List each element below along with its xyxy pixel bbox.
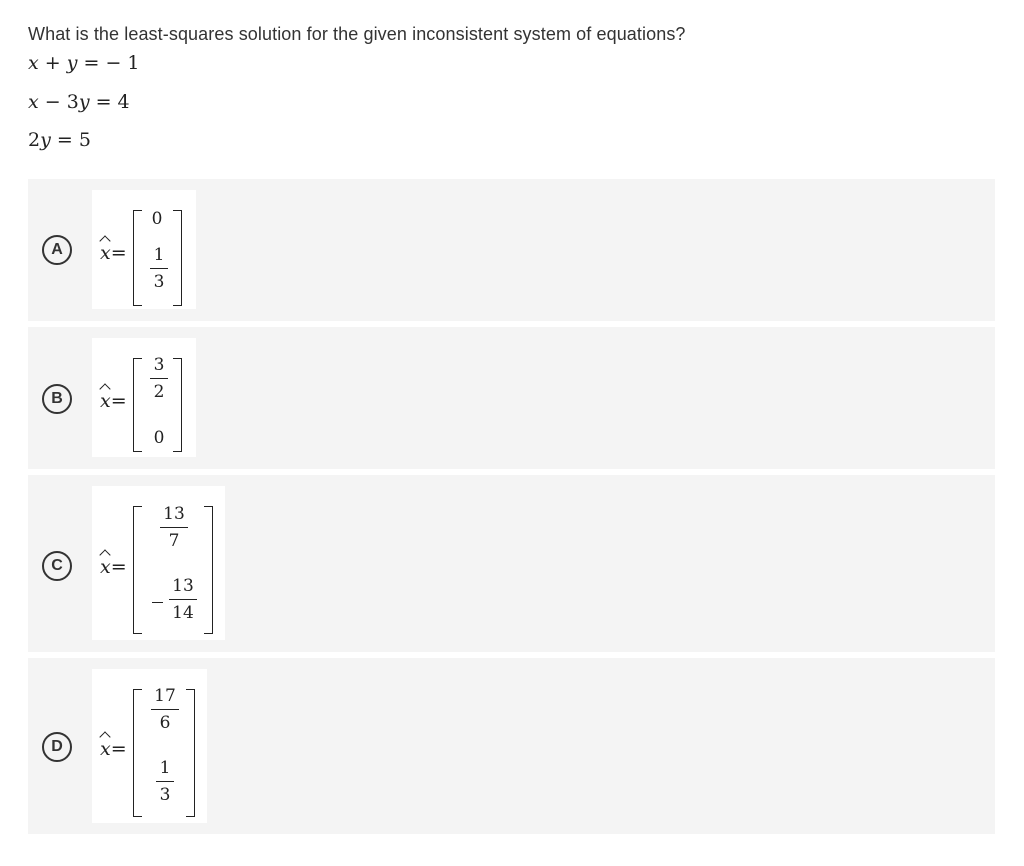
- right-bracket: [186, 689, 195, 817]
- right-bracket: [173, 210, 182, 306]
- matrix-entry-fraction: 13 14: [169, 576, 197, 623]
- matrix-entry-fraction: 1 3: [156, 758, 174, 805]
- answer-option-c[interactable]: [28, 475, 995, 652]
- matrix-entry-fraction: 1 3: [150, 245, 168, 292]
- equation-3: 2y = 5: [28, 129, 91, 151]
- answer-option-d[interactable]: [28, 658, 995, 834]
- right-bracket: [204, 506, 213, 634]
- left-bracket: [133, 689, 142, 817]
- xhat-lhs: x=: [100, 390, 127, 412]
- xhat-lhs: x=: [100, 738, 127, 760]
- equation-2: x − 3y = 4: [28, 91, 130, 113]
- option-letter-b: B: [42, 384, 72, 414]
- option-b-math: [92, 338, 196, 457]
- left-bracket: [133, 358, 142, 452]
- option-letter-d: D: [42, 732, 72, 762]
- left-bracket: [133, 506, 142, 634]
- option-letter-c: C: [42, 551, 72, 581]
- right-bracket: [173, 358, 182, 452]
- xhat-lhs: x=: [100, 242, 127, 264]
- matrix-entry-fraction: 13 7: [160, 504, 188, 551]
- equation-1: x + y = − 1: [28, 52, 140, 74]
- matrix-entry: 0: [151, 209, 163, 229]
- matrix-entry-fraction: 3 2: [150, 355, 168, 402]
- xhat-lhs: x=: [100, 556, 127, 578]
- matrix-entry-fraction: 17 6: [151, 686, 179, 733]
- option-c-math: [92, 486, 225, 640]
- option-d-math: [92, 669, 207, 823]
- left-bracket: [133, 210, 142, 306]
- question-prompt: What is the least-squares solution for the given inconsistent system of equations?: [28, 24, 686, 44]
- matrix-entry: 0: [153, 428, 165, 448]
- option-a-math: [92, 190, 196, 309]
- minus-sign: [152, 602, 163, 603]
- answer-option-a[interactable]: [28, 179, 995, 321]
- answer-option-b[interactable]: [28, 327, 995, 469]
- option-letter-a: A: [42, 235, 72, 265]
